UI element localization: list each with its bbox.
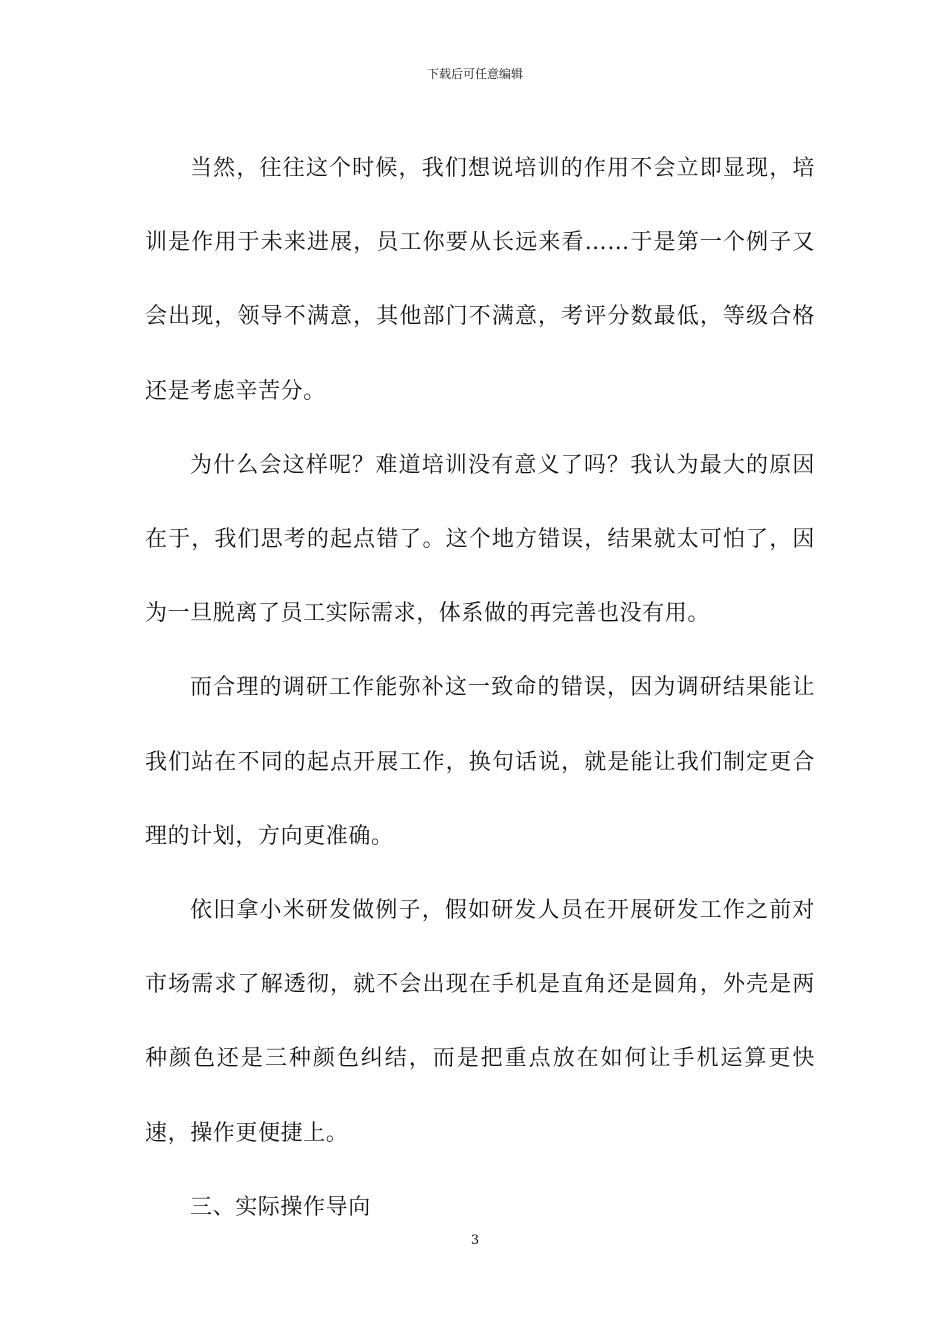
paragraph-3: 而合理的调研工作能弥补这一致命的错误，因为调研结果能让我们站在不同的起点开展工作，换句话说，就是能让我们制定更合理的计划，方向更准确。 <box>145 675 815 849</box>
paragraph-4: 依旧拿小米研发做例子，假如研发人员在开展研发工作之前对市场需求了解透彻，就不会出现在手机是直角还是圆角，外壳是两种颜色还是三种颜色纠结，而是把重点放在如何让手机运算更快速，操作更便捷上。 <box>145 898 815 1146</box>
paragraph-2: 为什么会这样呢？难道培训没有意义了吗？我认为最大的原因在于，我们思考的起点错了。这个地方错误，结果就太可怕了，因为一旦脱离了员工实际需求，体系做的再完善也没有用。 <box>145 452 815 627</box>
page-number: 3 <box>470 1233 480 1248</box>
page-header: 下载后可任意编辑 <box>426 67 523 81</box>
document-body <box>145 132 815 1245</box>
paragraph-1: 当然，往往这个时候，我们想说培训的作用不会立即显现，培训是作用于未来进展，员工你要从长远来看……于是第一个例子又会出现，领导不满意，其他部门不满意，考评分数最低，等级合格还是考虑辛苦分。 <box>145 156 815 404</box>
section-heading: 三、实际操作导向 <box>190 1194 371 1220</box>
